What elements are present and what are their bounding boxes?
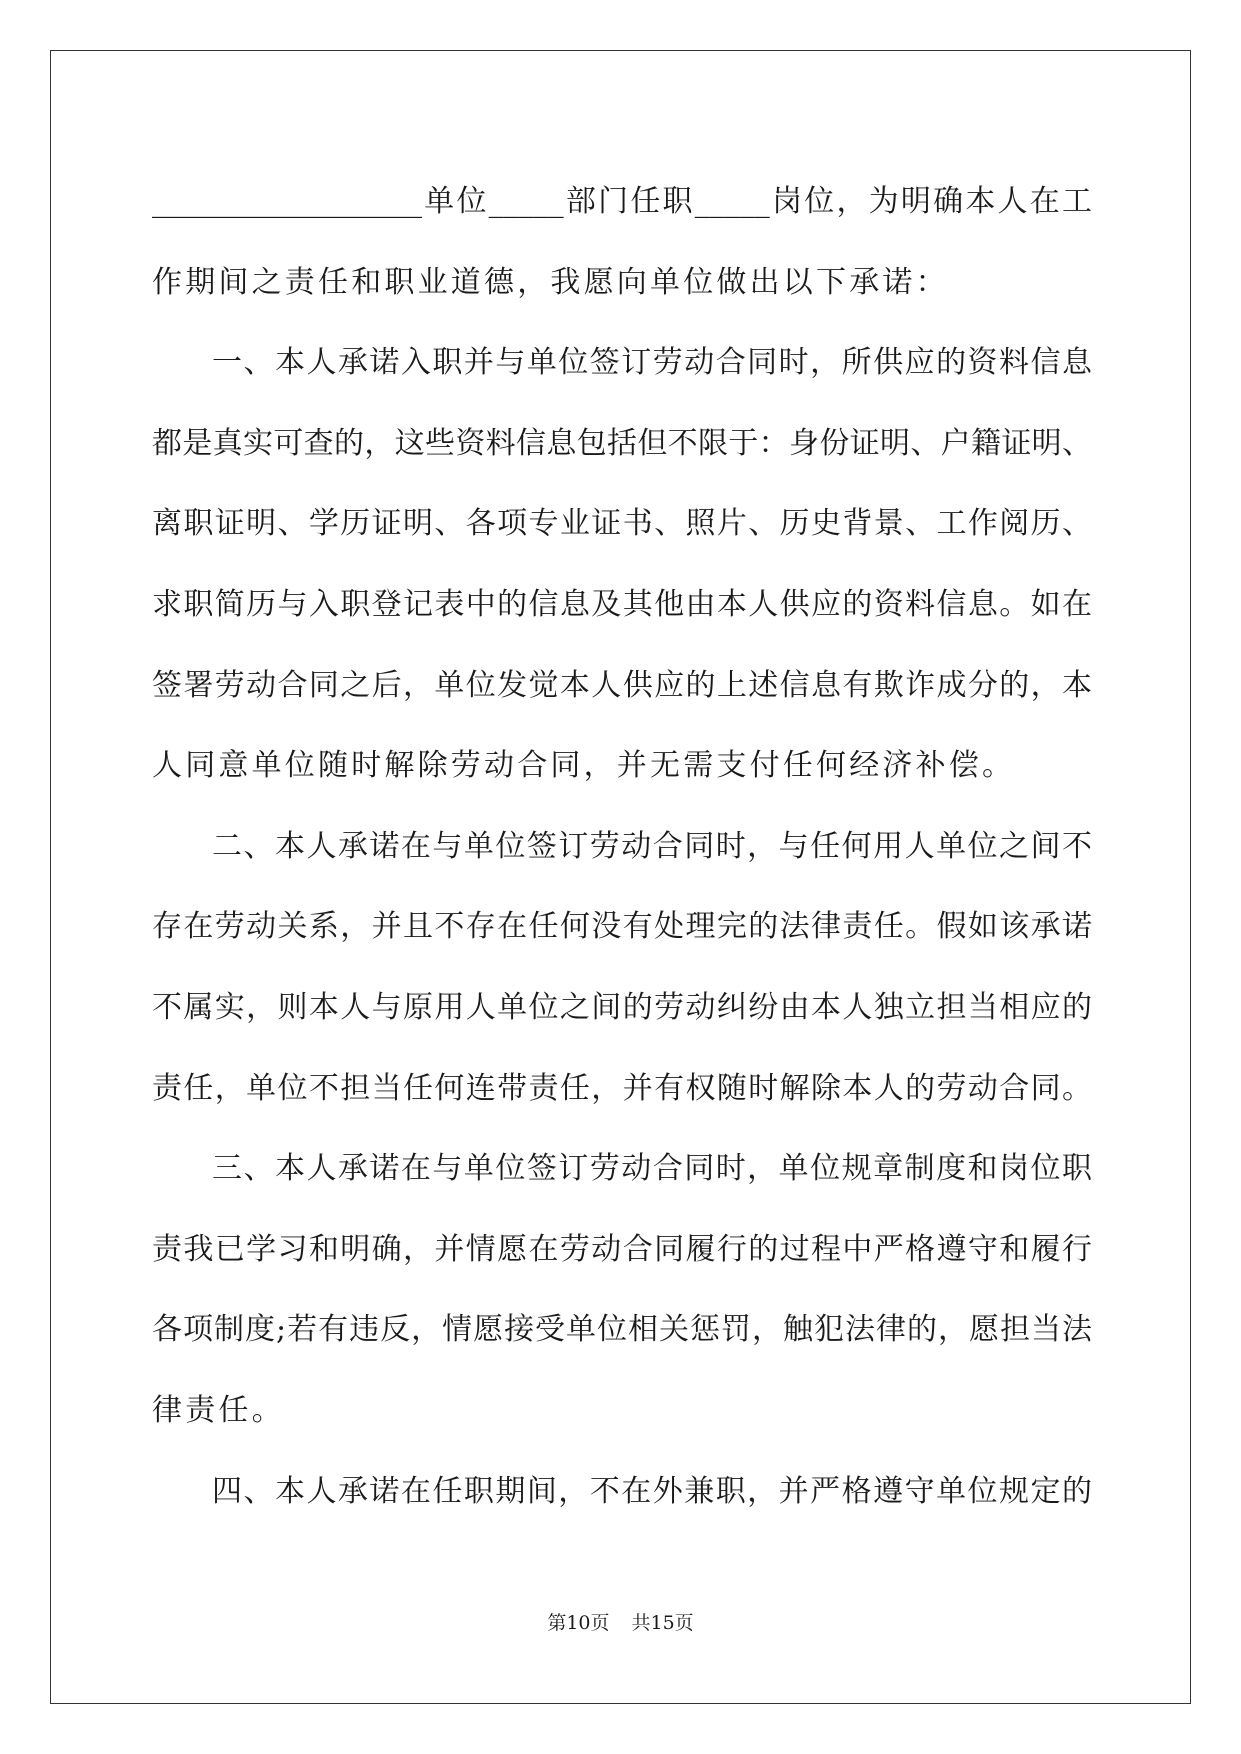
text-line: 责任，单位不担当任何连带责任，并有权随时解除本人的劳动合同。 [152,1070,1092,1106]
text-line: 作期间之责任和职业道德，我愿向单位做出以下承诺： [152,264,949,300]
text-line: 求职简历与入职登记表中的信息及其他由本人供应的资料信息。如在 [152,586,1092,622]
text-line: 签署劳动合同之后，单位发觉本人供应的上述信息有欺诈成分的，本 [152,667,1092,703]
text-line: 律责任。 [152,1392,285,1428]
document-body [152,162,1092,1532]
text-line: 人同意单位随时解除劳动合同，并无需支付任何经济补偿。 [152,748,1016,784]
text-line: 不属实，则本人与原用人单位之间的劳动纠纷由本人独立担当相应的 [152,989,1092,1025]
text-line: 存在劳动关系，并且不存在任何没有处理完的法律责任。假如该承诺 [152,909,1092,945]
paragraph-start-line: 四、本人承诺在任职期间，不在外兼职，并严格遵守单位规定的 [212,1473,1092,1509]
paragraph-start-line: 二、本人承诺在与单位签订劳动合同时，与任何用人单位之间不 [212,828,1092,864]
paragraph-start-line: 一、本人承诺入职并与单位签订劳动合同时，所供应的资料信息 [212,345,1092,381]
page-number: 第10页 [547,1612,610,1634]
paragraph-start-line: 三、本人承诺在与单位签订劳动合同时，单位规章制度和岗位职 [212,1151,1092,1187]
text-line: 各项制度;若有违反，情愿接受单位相关惩罚，触犯法律的，愿担当法 [152,1312,1092,1348]
text-line: 离职证明、学历证明、各项专业证书、照片、历史背景、工作阅历、 [152,506,1092,542]
page-footer [0,1608,1241,1635]
text-line: 责我已学习和明确，并情愿在劳动合同履行的过程中严格遵守和履行 [152,1231,1092,1267]
total-pages: 共15页 [631,1612,694,1634]
text-line: __________________单位_____部门任职_____岗位，为明确本人在工 [152,184,1092,219]
text-line: 都是真实可查的，这些资料信息包括但不限于：身份证明、户籍证明、 [152,425,1092,461]
